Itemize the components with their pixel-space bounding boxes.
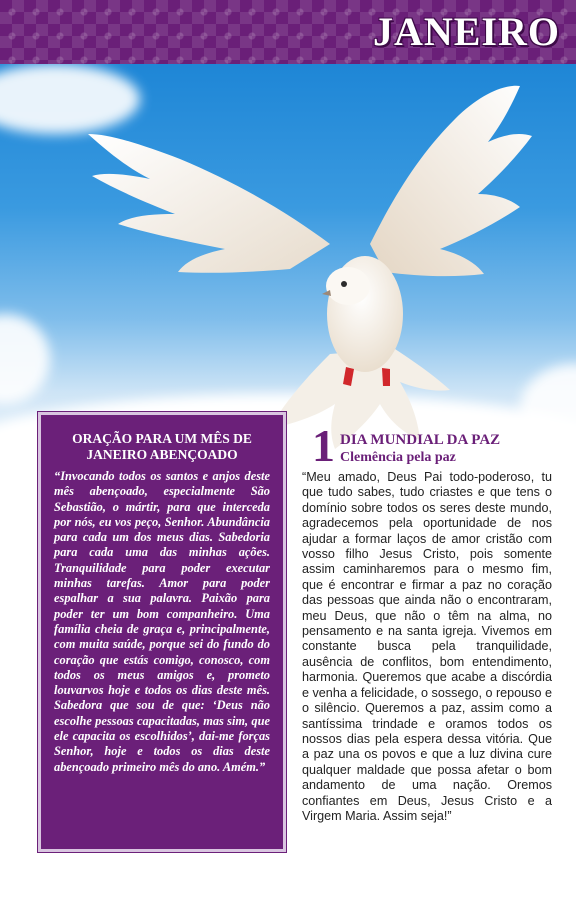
day-subtitle: Clemência pela paz — [340, 450, 456, 465]
day-prayer-text: “Meu amado, Deus Pai todo-poderoso, tu que tudo sabes, tudo criastes e que tens o domínio sobre todos os seres deste mundo, agradecemos pela oportunidade de nos ajudar a formar laços de amor cristão com vosso filho Jesus Cristo, pois somente assim caminharemos para o mesmo fim, que é encontrar e firmar a paz no coração das pessoas que ainda não o encontraram, meu Deus, que não o têm na alma, no pensamento e na santa igreja. Vivemos em constante busca pela tranquilidade, ausência de conflitos, bom entendimento, harmonia. Queremos que acabe a discórdia e venha a felicidade, o sossego, o repouso e o silêncio. Queremos a paz, assim como a santíssima trindade e oramos todos os nossos dias pela espera dessa vitória. Que a paz una os povos e que a luz divina cure qualquer maldade que possa afetar o bom andamento de uma nação. Oremos confiantes em Deus, Jesus Cristo e a Virgem Maria. Assim seja!” — [302, 470, 552, 823]
prayer-box — [38, 412, 286, 852]
prayer-title: ORAÇÃO PARA UM MÊS DE JANEIRO ABENÇOADO — [72, 431, 252, 462]
prayer-text: “Invocando todos os santos e anjos deste mês abençoado, especialmente São Sebastião, o mártir, para que interceda por nós, eu vos peço, Senhor. Abundância para cada um dos meus dias. Sabedoria para cada uma das minhas ações. Tranquilidade para poder executar minhas tarefas. Amor para poder espalhar a sua palavra. Paixão para poder ter um bom companheiro. Uma família cheia de graça e, principalmente, com muita saúde, porque sei do fundo do coração que estás comigo, conosco, com todos os meus amigos e, prometo louvarvos hoje e todos os dias deste mês. Sabedora que sou de que: ‘Deus não escolhe pessoas capacitadas, mas sim, que ele capacita os escolhidos’, dai-me forças Senhor, hoje e todos os dias deste abençoado primeiro mês do ano. Amém.” — [54, 469, 270, 774]
day-number: 1 — [312, 420, 335, 471]
daily-entry — [302, 420, 552, 824]
month-header — [0, 0, 576, 64]
month-title: JANEIRO — [372, 9, 560, 54]
day-title: DIA MUNDIAL DA PAZ — [340, 432, 501, 448]
day-heading — [302, 420, 552, 471]
